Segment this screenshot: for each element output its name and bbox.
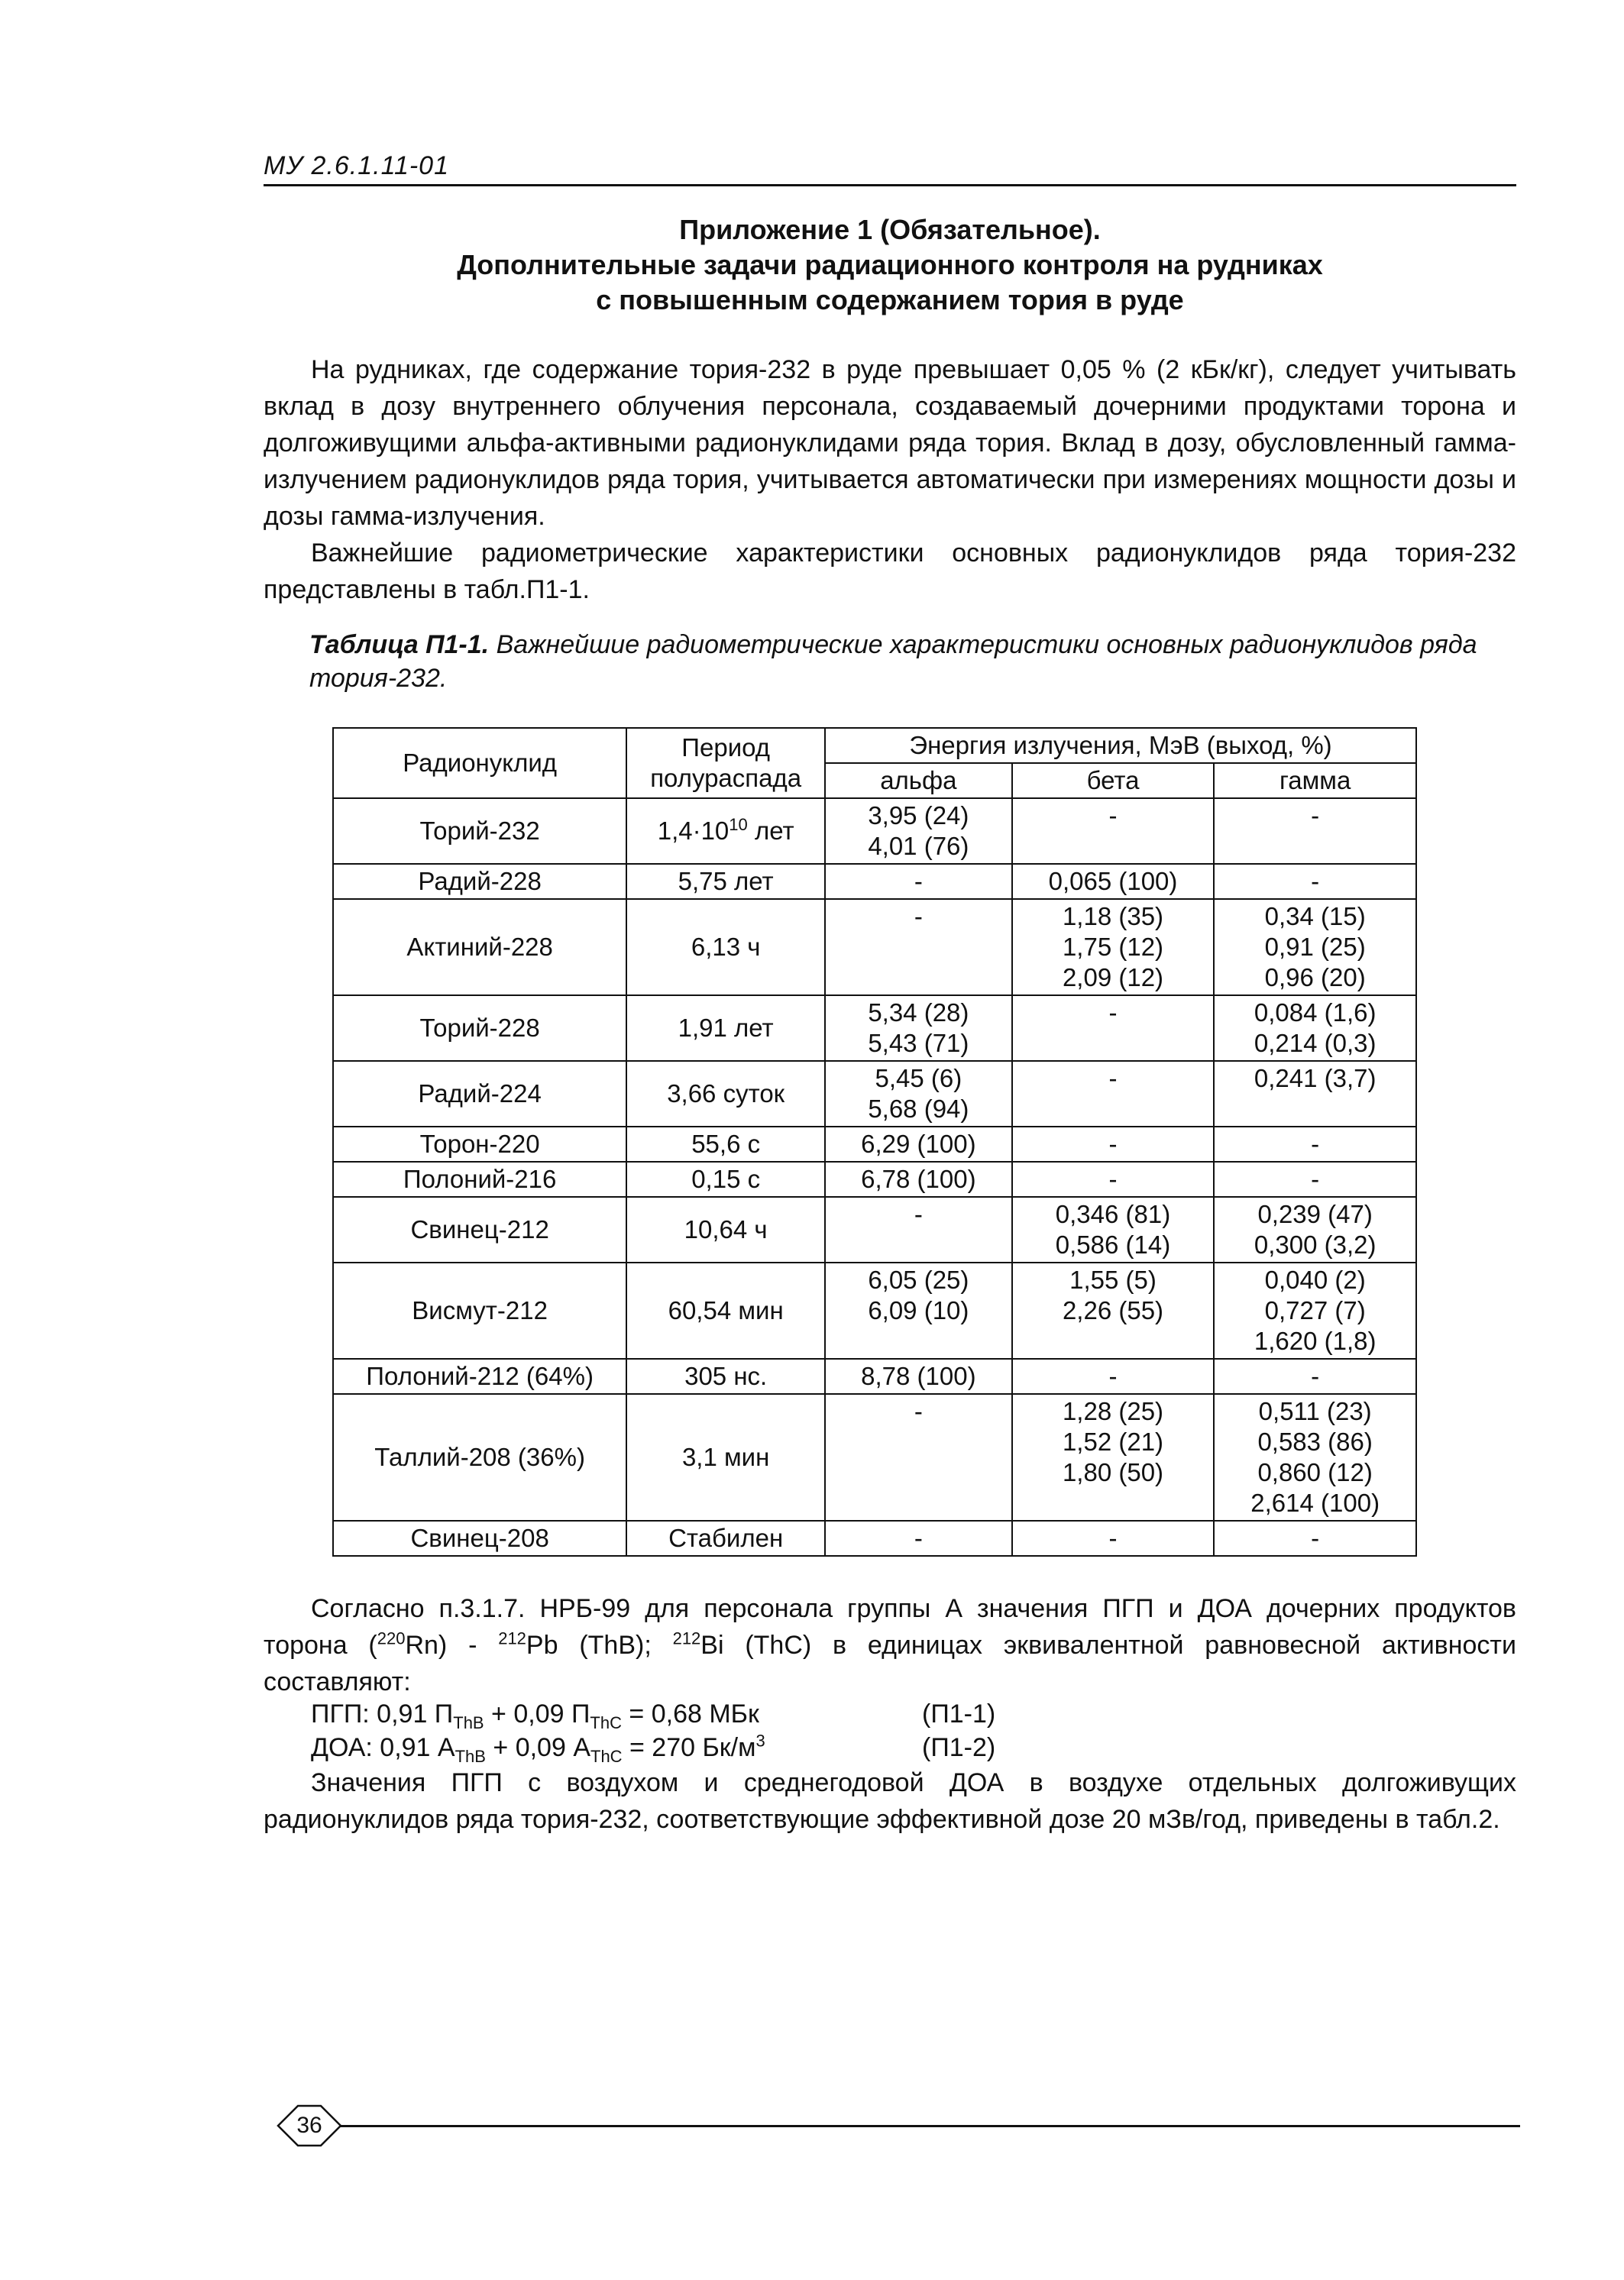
beta-cell <box>1012 1263 1215 1359</box>
alpha-value: 5,43 (71) <box>868 1029 969 1057</box>
gamma-value: - <box>1311 1524 1320 1552</box>
page-number: 36 <box>296 2113 322 2138</box>
formula-1-part-a: ПГП: 0,91 П <box>311 1699 454 1729</box>
formula-2-cube: 3 <box>755 1731 765 1751</box>
header-energy: Энергия излучения, МэВ (выход, %) <box>825 728 1416 763</box>
half-life-cell <box>626 1359 825 1394</box>
table-body <box>333 798 1416 1556</box>
formula-2-sub-thb: ThB <box>455 1746 486 1766</box>
nuclide-cell: Радий-228 <box>333 864 626 899</box>
nuclide-cell: Свинец-208 <box>333 1521 626 1556</box>
half-life-cell <box>626 995 825 1061</box>
gamma-cell <box>1214 899 1416 995</box>
table-row <box>333 1197 1416 1263</box>
formula-2-part-b: + 0,09 А <box>485 1733 590 1762</box>
alpha-value: - <box>914 867 923 895</box>
half-life-value: 1,91 лет <box>678 1014 774 1042</box>
beta-value: 1,28 (25) <box>1062 1397 1164 1425</box>
gamma-value: - <box>1311 1130 1320 1158</box>
alpha-value: - <box>914 1524 923 1552</box>
beta-value: 2,09 (12) <box>1062 963 1164 991</box>
half-life-cell <box>626 899 825 995</box>
nuclide-cell: Радий-224 <box>333 1061 626 1127</box>
alpha-cell <box>825 1394 1012 1521</box>
beta-value: 0,346 (81) <box>1055 1200 1171 1228</box>
header-alpha: альфа <box>825 763 1012 798</box>
beta-value: 0,586 (14) <box>1055 1231 1171 1259</box>
radionuclide-table <box>332 727 1417 1557</box>
beta-cell <box>1012 798 1215 864</box>
beta-cell <box>1012 1394 1215 1521</box>
header-half-life-line-2: полураспада <box>650 764 802 792</box>
after-text-c: Pb (ThB); <box>526 1631 673 1660</box>
after-text-d: Bi (ThC) в единицах эквивалентной равновесной активности составляют: <box>264 1631 1516 1696</box>
gamma-value: 0,583 (86) <box>1257 1428 1373 1456</box>
gamma-value: 0,91 (25) <box>1264 933 1366 961</box>
beta-cell <box>1012 1061 1215 1127</box>
beta-value: - <box>1108 801 1118 830</box>
alpha-value: 6,05 (25) <box>868 1266 969 1294</box>
alpha-value: - <box>914 1200 923 1228</box>
beta-value: 2,26 (55) <box>1062 1296 1164 1324</box>
half-life-cell <box>626 1127 825 1162</box>
beta-cell <box>1012 864 1215 899</box>
gamma-cell <box>1214 995 1416 1061</box>
gamma-value: - <box>1311 1165 1320 1193</box>
gamma-cell <box>1214 864 1416 899</box>
formula-doa <box>311 1731 996 1766</box>
beta-value: 1,80 (50) <box>1062 1458 1164 1486</box>
intro-paragraph-1: На рудниках, где содержание тория-232 в руде превышает 0,05 % (2 кБк/кг), следует учитывать вклад в дозу внутреннего облучения персонала, создаваемый дочерними продуктами торона и долгоживущими альфа-активными радионуклидами ряда тория. Вклад в дозу, обусловленный гамма-излучением радионуклидов ряда тория, учитывается автоматически при измерениях мощности дозы и дозы гамма-излучения. <box>264 355 1516 531</box>
formula-2-part-a: ДОА: 0,91 А <box>311 1733 455 1762</box>
nuclide-cell: Полоний-212 (64%) <box>333 1359 626 1394</box>
beta-value: - <box>1108 1064 1118 1092</box>
table-row <box>333 798 1416 864</box>
nuclide-cell: Торон-220 <box>333 1127 626 1162</box>
header-gamma: гамма <box>1214 763 1416 798</box>
half-life-cell <box>626 1197 825 1263</box>
alpha-value: 4,01 (76) <box>868 832 969 860</box>
half-life-cell <box>626 1162 825 1197</box>
rn-mass-number: 220 <box>377 1628 406 1648</box>
table-caption <box>309 628 1501 695</box>
half-life-value: Стабилен <box>668 1524 784 1552</box>
half-life-value: 6,13 ч <box>691 933 761 961</box>
formula-pgp <box>311 1697 996 1732</box>
beta-value: - <box>1108 1165 1118 1193</box>
bi-mass-number: 212 <box>672 1628 701 1648</box>
gamma-value: 0,239 (47) <box>1257 1200 1373 1228</box>
table-row <box>333 1162 1416 1197</box>
beta-value: 0,065 (100) <box>1048 867 1178 895</box>
gamma-cell <box>1214 1162 1416 1197</box>
appendix-title <box>264 212 1516 318</box>
gamma-cell <box>1214 1263 1416 1359</box>
table-caption-label: Таблица П1-1. <box>309 630 490 659</box>
table-row <box>333 1521 1416 1556</box>
alpha-cell <box>825 1263 1012 1359</box>
beta-cell <box>1012 1521 1215 1556</box>
beta-value: - <box>1108 1524 1118 1552</box>
gamma-value: - <box>1311 867 1320 895</box>
alpha-value: 6,09 (10) <box>868 1296 969 1324</box>
table-row <box>333 899 1416 995</box>
alpha-value: 5,68 (94) <box>868 1095 969 1123</box>
page-header <box>264 151 1516 186</box>
half-life-cell <box>626 1263 825 1359</box>
beta-value: - <box>1108 1362 1118 1390</box>
appendix-title-line-3: с повышенным содержанием тория в руде <box>596 284 1184 315</box>
gamma-cell <box>1214 1197 1416 1263</box>
half-life-value: 0,15 с <box>691 1165 761 1193</box>
gamma-value: 0,214 (0,3) <box>1254 1029 1377 1057</box>
table-row <box>333 1127 1416 1162</box>
table-row <box>333 1359 1416 1394</box>
half-life-value: 305 нс. <box>684 1362 768 1390</box>
beta-value: - <box>1108 1130 1118 1158</box>
gamma-value: 0,300 (3,2) <box>1254 1231 1377 1259</box>
alpha-value: 6,29 (100) <box>861 1130 976 1158</box>
alpha-value: 5,34 (28) <box>868 998 969 1027</box>
half-life-exponent: 10 <box>729 815 748 834</box>
gamma-cell <box>1214 1359 1416 1394</box>
alpha-value: - <box>914 1397 923 1425</box>
gamma-value: 0,084 (1,6) <box>1254 998 1377 1027</box>
alpha-cell <box>825 1359 1012 1394</box>
alpha-value: 5,45 (6) <box>875 1064 962 1092</box>
header-nuclide: Радионуклид <box>333 728 626 798</box>
formula-2-ref: (П1-2) <box>922 1733 996 1762</box>
beta-cell <box>1012 1127 1215 1162</box>
gamma-value: 1,620 (1,8) <box>1254 1327 1377 1355</box>
beta-value: - <box>1108 998 1118 1027</box>
gamma-cell <box>1214 1521 1416 1556</box>
footer-rule <box>336 2125 1520 2127</box>
gamma-value: 0,040 (2) <box>1264 1266 1366 1294</box>
beta-value: 1,18 (35) <box>1062 902 1164 930</box>
nuclide-cell: Таллий-208 (36%) <box>333 1394 626 1521</box>
half-life-cell <box>626 798 825 864</box>
half-life-value: 3,1 мин <box>681 1443 770 1471</box>
formula-2-part-c: = 270 Бк/м <box>622 1733 756 1762</box>
alpha-cell <box>825 899 1012 995</box>
alpha-value: 3,95 (24) <box>868 801 969 830</box>
table-row <box>333 1061 1416 1127</box>
alpha-cell <box>825 1162 1012 1197</box>
header-beta: бета <box>1012 763 1215 798</box>
half-life-value: 55,6 с <box>691 1130 761 1158</box>
formula-1-sub-thb: ThB <box>453 1712 484 1732</box>
nuclide-cell: Торий-232 <box>333 798 626 864</box>
table-row <box>333 1394 1416 1521</box>
pb-mass-number: 212 <box>498 1628 526 1648</box>
nuclide-cell: Свинец-212 <box>333 1197 626 1263</box>
gamma-value: - <box>1311 801 1320 830</box>
half-life-value: 60,54 мин <box>668 1296 784 1324</box>
beta-cell <box>1012 899 1215 995</box>
alpha-cell <box>825 995 1012 1061</box>
half-life-unit: лет <box>747 817 794 845</box>
table-row <box>333 995 1416 1061</box>
beta-cell <box>1012 1197 1215 1263</box>
alpha-cell <box>825 1197 1012 1263</box>
gamma-value: 0,860 (12) <box>1257 1458 1373 1486</box>
alpha-cell <box>825 1127 1012 1162</box>
beta-value: 1,75 (12) <box>1062 933 1164 961</box>
half-life-cell <box>626 1394 825 1521</box>
document-code: МУ 2.6.1.11-01 <box>264 151 450 180</box>
beta-cell <box>1012 1162 1215 1197</box>
nuclide-cell: Торий-228 <box>333 995 626 1061</box>
formula-2-sub-thc: ThC <box>590 1746 623 1766</box>
formula-1-ref: (П1-1) <box>922 1699 996 1729</box>
beta-cell <box>1012 1359 1215 1394</box>
half-life-value: 3,66 суток <box>667 1079 785 1108</box>
gamma-cell <box>1214 798 1416 864</box>
after-table-text <box>264 1590 1516 1700</box>
after-text-a: Согласно п.3.1.7. НРБ-99 для персонала группы А значения ПГП и ДОА дочерних продуктов торона ( <box>264 1594 1516 1660</box>
nuclide-cell: Полоний-216 <box>333 1162 626 1197</box>
gamma-cell <box>1214 1127 1416 1162</box>
closing-text <box>264 1764 1516 1838</box>
formula-1-part-b: + 0,09 П <box>484 1699 590 1729</box>
gamma-cell <box>1214 1394 1416 1521</box>
header-half-life-line-1: Период <box>681 733 771 762</box>
half-life-cell <box>626 864 825 899</box>
header-half-life <box>626 728 825 798</box>
alpha-cell <box>825 1521 1012 1556</box>
closing-paragraph: Значения ПГП с воздухом и среднегодовой ДОА в воздухе отдельных долгоживущих радионуклидов ряда тория-232, соответствующие эффективной дозе 20 мЗв/год, приведены в табл.2. <box>264 1768 1516 1834</box>
gamma-value: 2,614 (100) <box>1250 1489 1380 1517</box>
half-life-value: 1,4·10 <box>657 817 730 845</box>
after-text-b: Rn) - <box>405 1631 499 1660</box>
formula-1-part-c: = 0,68 МБк <box>621 1699 759 1729</box>
alpha-cell <box>825 864 1012 899</box>
beta-value: 1,52 (21) <box>1062 1428 1164 1456</box>
appendix-title-line-1: Приложение 1 (Обязательное). <box>679 214 1101 245</box>
intro-paragraph-2: Важнейшие радиометрические характеристики основных радионуклидов ряда тория-232 представлены в табл.П1-1. <box>264 538 1516 604</box>
half-life-cell <box>626 1521 825 1556</box>
beta-value: 1,55 (5) <box>1069 1266 1157 1294</box>
half-life-value: 10,64 ч <box>684 1215 768 1243</box>
nuclide-cell: Актиний-228 <box>333 899 626 995</box>
half-life-cell <box>626 1061 825 1127</box>
gamma-cell <box>1214 1061 1416 1127</box>
gamma-value: 0,34 (15) <box>1264 902 1366 930</box>
alpha-cell <box>825 1061 1012 1127</box>
half-life-value: 5,75 лет <box>678 867 774 895</box>
formula-1-sub-thc: ThC <box>590 1712 622 1732</box>
gamma-value: 0,511 (23) <box>1258 1397 1372 1425</box>
gamma-value: 0,96 (20) <box>1264 963 1366 991</box>
gamma-value: 0,241 (3,7) <box>1254 1064 1377 1092</box>
table-caption-text: Важнейшие радиометрические характеристики основных радионуклидов ряда тория-232. <box>309 630 1477 693</box>
appendix-title-line-2: Дополнительные задачи радиационного контроля на рудниках <box>457 249 1323 280</box>
gamma-value: 0,727 (7) <box>1264 1296 1366 1324</box>
table-row <box>333 1263 1416 1359</box>
alpha-value: 8,78 (100) <box>861 1362 976 1390</box>
after-table-paragraph <box>264 1590 1516 1700</box>
nuclide-cell: Висмут-212 <box>333 1263 626 1359</box>
table-row <box>333 864 1416 899</box>
gamma-value: - <box>1311 1362 1320 1390</box>
intro-text <box>264 351 1516 608</box>
alpha-value: 6,78 (100) <box>861 1165 976 1193</box>
page-number-badge <box>275 2103 344 2149</box>
beta-cell <box>1012 995 1215 1061</box>
alpha-value: - <box>914 902 923 930</box>
alpha-cell <box>825 798 1012 864</box>
